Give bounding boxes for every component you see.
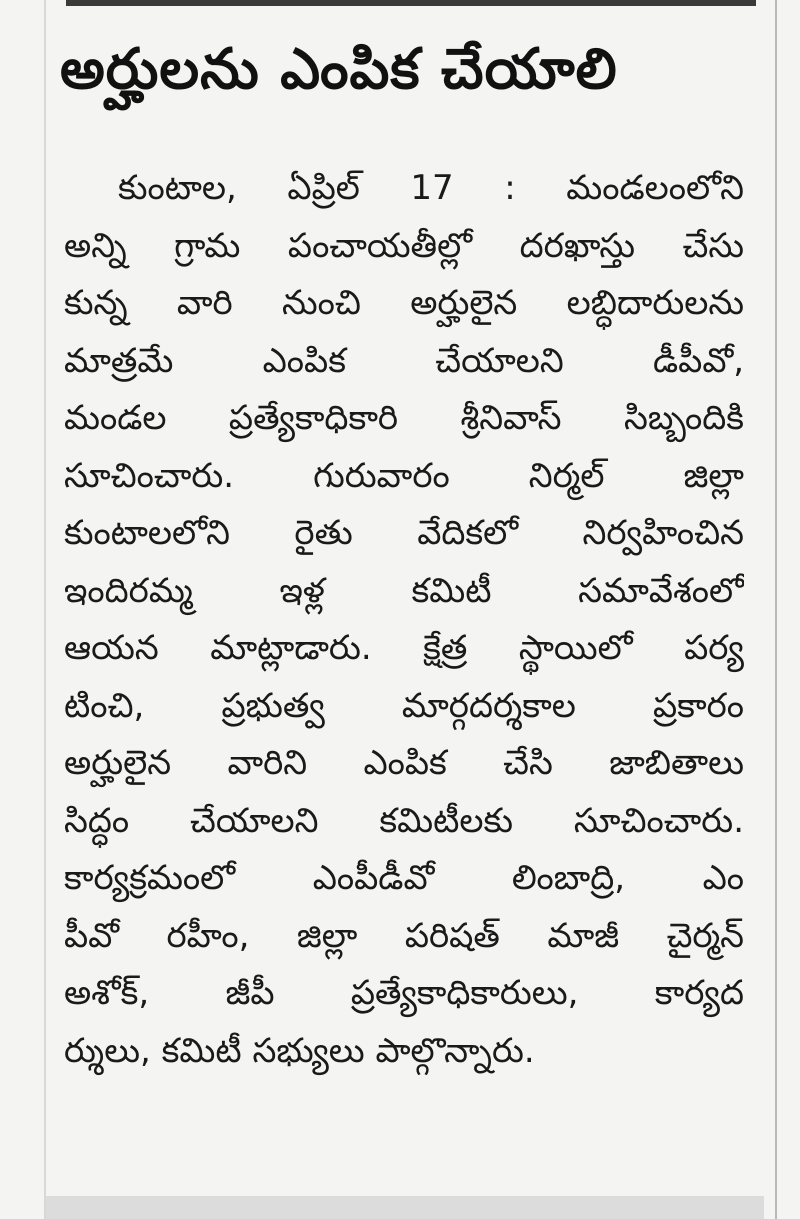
article-line: సూచించారు. గురువారం నిర్మల్ జిల్లా <box>64 455 744 496</box>
article-line: టించి, ప్రభుత్వ మార్గదర్శకాల ప్రకారం <box>64 685 744 726</box>
article-line: అన్ని గ్రామ పంచాయతీల్లో దరఖాస్తు చేసు <box>64 225 744 266</box>
right-column-rule <box>775 0 777 1219</box>
next-article-strip <box>46 1196 764 1219</box>
article-line: అర్హులైన వారిని ఎంపిక చేసి జాబితాలు <box>64 743 744 783</box>
article-line: మండల ప్రత్యేకాధికారి శ్రీనివాస్ సిబ్బందికి <box>64 398 744 438</box>
article-line: ఆయన మాట్లాడారు. క్షేత్ర స్థాయిలో పర్య <box>64 628 744 668</box>
article-line: పీవో రహీం, జిల్లా పరిషత్ మాజీ చైర్మన్ <box>64 915 744 956</box>
article-line: ఇందిరమ్మ ఇళ్ల కమిటీ సమావేశంలో <box>64 570 744 611</box>
article-line: అశోక్, జీపీ ప్రత్యేకాధికారులు, కార్యద <box>64 973 744 1013</box>
article-line: కున్న వారి నుంచి అర్హులైన లబ్ధిదారులను <box>64 283 744 323</box>
top-border-bar <box>66 0 756 6</box>
article-body <box>64 160 744 1080</box>
article-line: కుంటాల, ఏప్రిల్ 17 : మండలంలోని <box>118 168 744 208</box>
left-column-rule <box>44 0 46 1219</box>
article-line: కుంటాలలోని రైతు వేదికలో నిర్వహించిన <box>64 513 744 553</box>
article-line: ర్శులు, కమిటీ సభ్యులు పాల్గొన్నారు. <box>64 1030 535 1071</box>
article-line: మాత్రమే ఎంపిక చేయాలని డీపీవో, <box>64 340 744 381</box>
article-line: కార్యక్రమంలో ఎంపీడీవో లింబాద్రి, ఎం <box>64 858 744 898</box>
article-line: సిద్ధం చేయాలని కమిటీలకు సూచించారు. <box>64 800 744 841</box>
article-headline: అర్హులను ఎంపిక చేయాలి <box>60 37 618 102</box>
